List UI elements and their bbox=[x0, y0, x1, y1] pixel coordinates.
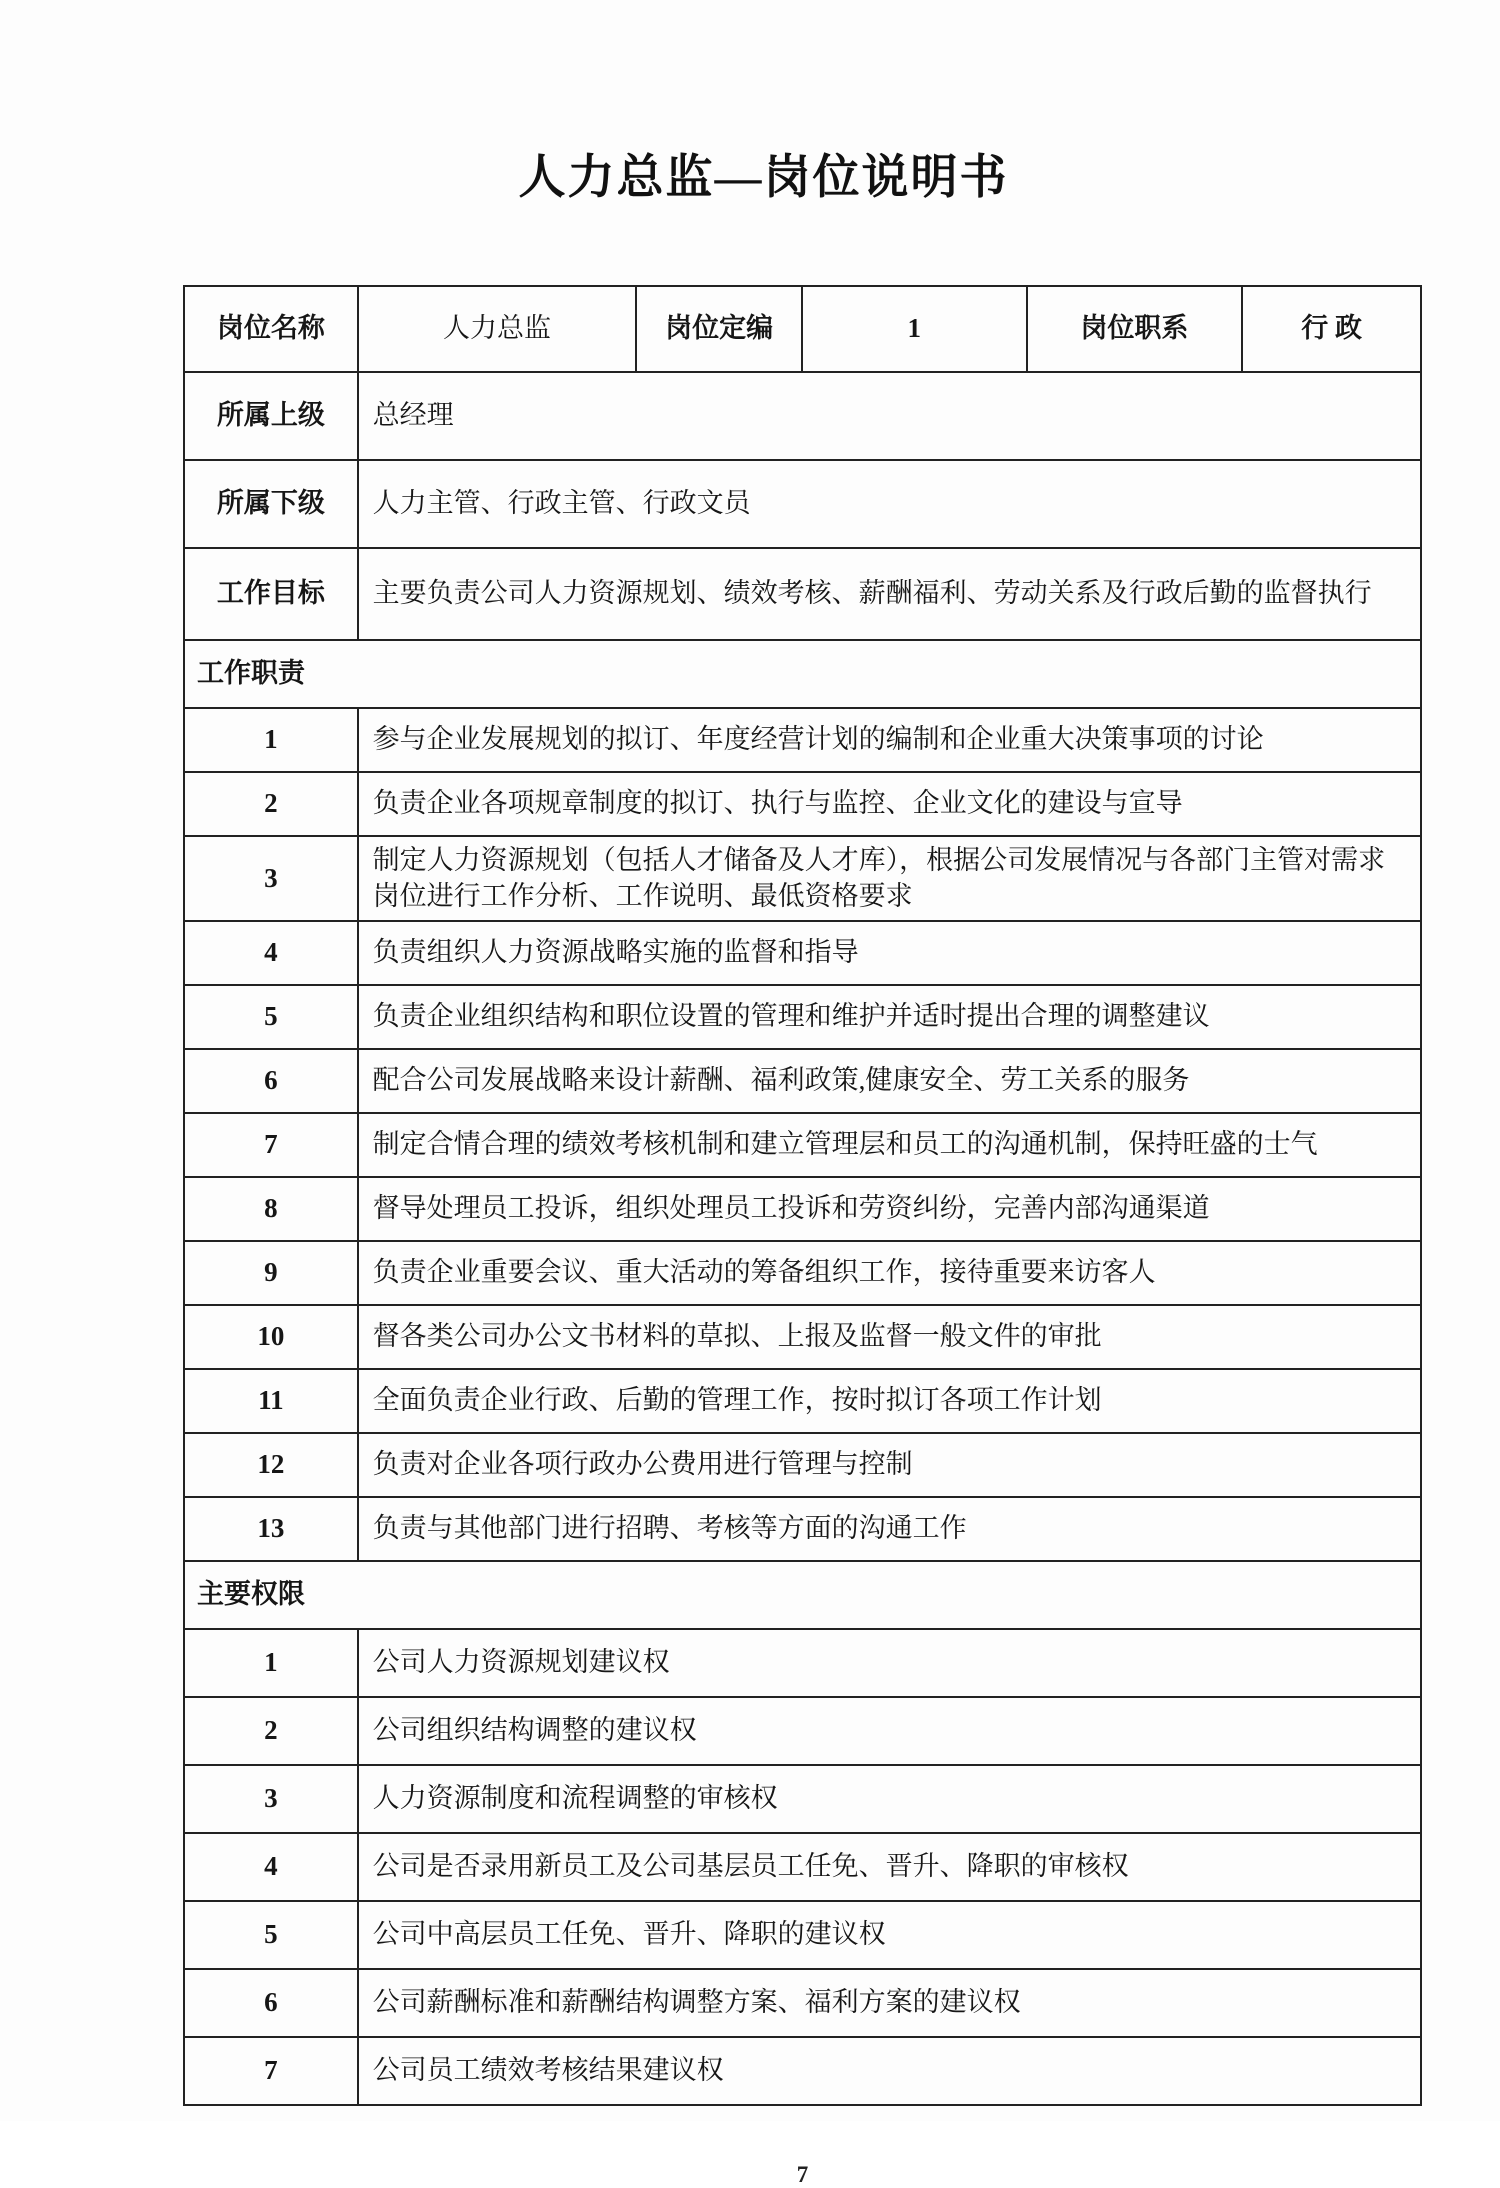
duty-text: 制定合情合理的绩效考核机制和建立管理层和员工的沟通机制，保持旺盛的士气 bbox=[358, 1113, 1421, 1177]
duty-number: 2 bbox=[184, 772, 358, 836]
header-row bbox=[184, 286, 1421, 372]
supervisor-value: 总经理 bbox=[358, 372, 1421, 460]
document-title: 人力总监—岗位说明书 bbox=[518, 152, 1009, 204]
authority-number: 1 bbox=[184, 1629, 358, 1697]
authority-row bbox=[184, 1901, 1421, 1969]
duty-number: 6 bbox=[184, 1049, 358, 1113]
authority-row bbox=[184, 1833, 1421, 1901]
duty-text: 负责企业组织结构和职位设置的管理和维护并适时提出合理的调整建议 bbox=[358, 985, 1421, 1049]
duties-section-label: 工作职责 bbox=[184, 640, 1421, 708]
headcount-label: 岗位定编 bbox=[636, 286, 802, 372]
authority-text: 公司薪酬标准和薪酬结构调整方案、福利方案的建议权 bbox=[358, 1969, 1421, 2037]
duty-row bbox=[184, 1049, 1421, 1113]
duty-number: 11 bbox=[184, 1369, 358, 1433]
duty-number: 8 bbox=[184, 1177, 358, 1241]
position-name-label: 岗位名称 bbox=[184, 286, 358, 372]
duty-text: 负责对企业各项行政办公费用进行管理与控制 bbox=[358, 1433, 1421, 1497]
authority-text: 公司员工绩效考核结果建议权 bbox=[358, 2037, 1421, 2105]
duty-row bbox=[184, 1305, 1421, 1369]
duty-number: 1 bbox=[184, 708, 358, 772]
authority-number: 7 bbox=[184, 2037, 358, 2105]
authority-row bbox=[184, 1697, 1421, 1765]
duty-row bbox=[184, 1497, 1421, 1561]
authority-number: 3 bbox=[184, 1765, 358, 1833]
authority-row bbox=[184, 1629, 1421, 1697]
duty-text: 配合公司发展战略来设计薪酬、福利政策,健康安全、劳工关系的服务 bbox=[358, 1049, 1421, 1113]
authority-text: 人力资源制度和流程调整的审核权 bbox=[358, 1765, 1421, 1833]
job-description-table bbox=[183, 285, 1422, 2106]
duty-text: 制定人力资源规划（包括人才储备及人才库），根据公司发展情况与各部门主管对需求岗位进行工作分析、工作说明、最低资格要求 bbox=[358, 836, 1421, 921]
duty-text: 参与企业发展规划的拟订、年度经营计划的编制和企业重大决策事项的讨论 bbox=[358, 708, 1421, 772]
authority-text: 公司是否录用新员工及公司基层员工任免、晋升、降职的审核权 bbox=[358, 1833, 1421, 1901]
authorities-section-header bbox=[184, 1561, 1421, 1629]
duty-row bbox=[184, 1241, 1421, 1305]
headcount-value: 1 bbox=[802, 286, 1027, 372]
supervisor-row bbox=[184, 372, 1421, 460]
authority-text: 公司中高层员工任免、晋升、降职的建议权 bbox=[358, 1901, 1421, 1969]
duty-row bbox=[184, 1433, 1421, 1497]
authority-row bbox=[184, 1969, 1421, 2037]
authorities-section-label: 主要权限 bbox=[184, 1561, 1421, 1629]
duty-row bbox=[184, 1369, 1421, 1433]
duty-text: 督导处理员工投诉，组织处理员工投诉和劳资纠纷，完善内部沟通渠道 bbox=[358, 1177, 1421, 1241]
duty-row bbox=[184, 921, 1421, 985]
duty-number: 5 bbox=[184, 985, 358, 1049]
duty-number: 7 bbox=[184, 1113, 358, 1177]
duties-section-header bbox=[184, 640, 1421, 708]
duty-text: 负责企业重要会议、重大活动的筹备组织工作，接待重要来访客人 bbox=[358, 1241, 1421, 1305]
duty-text: 负责企业各项规章制度的拟订、执行与监控、企业文化的建设与宣导 bbox=[358, 772, 1421, 836]
authority-text: 公司组织结构调整的建议权 bbox=[358, 1697, 1421, 1765]
authority-number: 6 bbox=[184, 1969, 358, 2037]
duty-number: 4 bbox=[184, 921, 358, 985]
duty-number: 13 bbox=[184, 1497, 358, 1561]
duty-row bbox=[184, 1177, 1421, 1241]
authority-number: 2 bbox=[184, 1697, 358, 1765]
position-name-value: 人力总监 bbox=[358, 286, 637, 372]
document-page bbox=[183, 0, 1422, 2188]
duty-row bbox=[184, 1113, 1421, 1177]
subordinate-value: 人力主管、行政主管、行政文员 bbox=[358, 460, 1421, 548]
duty-row bbox=[184, 708, 1421, 772]
authority-number: 4 bbox=[184, 1833, 358, 1901]
work-goal-row bbox=[184, 548, 1421, 640]
authority-row bbox=[184, 1765, 1421, 1833]
duty-row bbox=[184, 772, 1421, 836]
duty-row bbox=[184, 985, 1421, 1049]
authority-text: 公司人力资源规划建议权 bbox=[358, 1629, 1421, 1697]
job-family-value: 行 政 bbox=[1242, 286, 1421, 372]
duty-row bbox=[184, 836, 1421, 921]
authority-number: 5 bbox=[184, 1901, 358, 1969]
duty-text: 负责与其他部门进行招聘、考核等方面的沟通工作 bbox=[358, 1497, 1421, 1561]
duty-number: 12 bbox=[184, 1433, 358, 1497]
duty-number: 10 bbox=[184, 1305, 358, 1369]
job-family-label: 岗位职系 bbox=[1027, 286, 1243, 372]
work-goal-value: 主要负责公司人力资源规划、绩效考核、薪酬福利、劳动关系及行政后勤的监督执行 bbox=[358, 548, 1421, 640]
duty-text: 负责组织人力资源战略实施的监督和指导 bbox=[358, 921, 1421, 985]
page-number: 7 bbox=[796, 2162, 809, 2188]
duty-number: 9 bbox=[184, 1241, 358, 1305]
supervisor-label: 所属上级 bbox=[184, 372, 358, 460]
authority-row bbox=[184, 2037, 1421, 2105]
duty-text: 全面负责企业行政、后勤的管理工作，按时拟订各项工作计划 bbox=[358, 1369, 1421, 1433]
subordinate-row bbox=[184, 460, 1421, 548]
work-goal-label: 工作目标 bbox=[184, 548, 358, 640]
duty-number: 3 bbox=[184, 836, 358, 921]
subordinate-label: 所属下级 bbox=[184, 460, 358, 548]
duty-text: 督各类公司办公文书材料的草拟、上报及监督一般文件的审批 bbox=[358, 1305, 1421, 1369]
